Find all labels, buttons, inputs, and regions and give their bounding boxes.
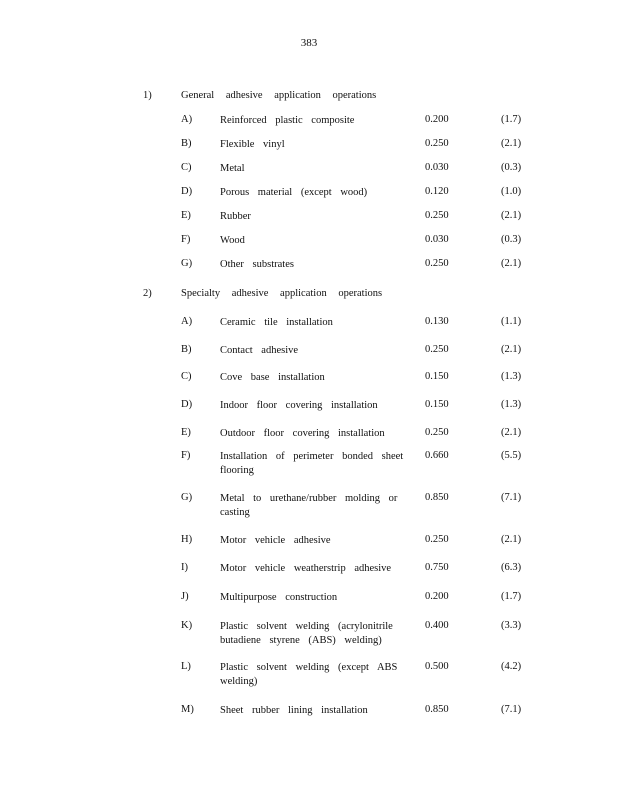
item-letter: F)	[181, 450, 191, 461]
item-paren-value: (5.5)	[501, 450, 522, 461]
item-paren-value: (7.1)	[501, 704, 522, 715]
item-name: Rubber	[220, 211, 251, 222]
item-paren-value: (2.1)	[501, 258, 522, 269]
item-name: Ceramic tile installation	[220, 317, 333, 328]
item-value: 0.850	[425, 492, 449, 503]
item-letter: G)	[181, 492, 193, 503]
item-letter: B)	[181, 344, 192, 355]
item-paren-value: (7.1)	[501, 492, 522, 503]
item-name: Multipurpose construction	[220, 592, 338, 603]
item-paren-value: (3.3)	[501, 620, 522, 631]
item-value: 0.660	[425, 450, 449, 461]
item-value: 0.120	[425, 186, 449, 197]
item-value: 0.200	[425, 114, 449, 125]
item-value: 0.030	[425, 234, 449, 245]
item-letter: I)	[181, 562, 188, 573]
section-number: 2)	[143, 288, 152, 299]
item-paren-value: (2.1)	[501, 138, 522, 149]
item-value: 0.150	[425, 399, 449, 410]
item-name: Installation of perimeter bonded sheet flooring	[220, 451, 404, 476]
item-paren-value: (4.2)	[501, 661, 522, 672]
item-letter: C)	[181, 371, 192, 382]
item-name: Motor vehicle adhesive	[220, 535, 331, 546]
item-name: Outdoor floor covering installation	[220, 428, 385, 439]
item-value: 0.250	[425, 427, 449, 438]
item-letter: A)	[181, 114, 193, 125]
item-value: 0.250	[425, 210, 449, 221]
item-value: 0.130	[425, 316, 449, 327]
item-letter: C)	[181, 162, 192, 173]
item-value: 0.200	[425, 591, 449, 602]
item-name: Cove base installation	[220, 372, 325, 383]
item-paren-value: (2.1)	[501, 427, 522, 438]
item-paren-value: (1.3)	[501, 371, 522, 382]
item-value: 0.250	[425, 258, 449, 269]
item-name: Wood	[220, 235, 245, 246]
item-paren-value: (2.1)	[501, 210, 522, 221]
item-name: Plastic solvent welding (except ABS welding)	[220, 662, 398, 687]
item-paren-value: (2.1)	[501, 534, 522, 545]
item-name: Sheet rubber lining installation	[220, 705, 368, 716]
item-letter: D)	[181, 399, 193, 410]
item-value: 0.500	[425, 661, 449, 672]
item-paren-value: (6.3)	[501, 562, 522, 573]
item-value: 0.250	[425, 138, 449, 149]
item-paren-value: (1.1)	[501, 316, 522, 327]
item-letter: E)	[181, 427, 191, 438]
item-paren-value: (0.3)	[501, 234, 522, 245]
item-letter: G)	[181, 258, 193, 269]
item-name: Porous material (except wood)	[220, 187, 368, 198]
item-letter: E)	[181, 210, 191, 221]
item-paren-value: (1.7)	[501, 114, 522, 125]
item-letter: F)	[181, 234, 191, 245]
item-paren-value: (1.3)	[501, 399, 522, 410]
item-value: 0.250	[425, 534, 449, 545]
item-name: Motor vehicle weatherstrip adhesive	[220, 563, 392, 574]
item-value: 0.030	[425, 162, 449, 173]
item-paren-value: (1.7)	[501, 591, 522, 602]
item-letter: M)	[181, 704, 194, 715]
item-paren-value: (2.1)	[501, 344, 522, 355]
section-number: 1)	[143, 90, 152, 101]
item-name: Metal to urethane/rubber molding or casting	[220, 493, 398, 518]
item-value: 0.150	[425, 371, 449, 382]
item-letter: B)	[181, 138, 192, 149]
item-letter: L)	[181, 661, 191, 672]
item-name: Flexible vinyl	[220, 139, 285, 150]
section-title: Specialty adhesive application operations	[181, 288, 383, 299]
item-name: Other substrates	[220, 259, 294, 270]
item-paren-value: (1.0)	[501, 186, 522, 197]
page-number: 383	[300, 37, 318, 49]
section-title: General adhesive application operations	[181, 90, 377, 101]
item-paren-value: (0.3)	[501, 162, 522, 173]
item-letter: K)	[181, 620, 193, 631]
item-letter: A)	[181, 316, 193, 327]
item-letter: J)	[181, 591, 189, 602]
item-name: Metal	[220, 163, 245, 174]
item-letter: D)	[181, 186, 193, 197]
item-value: 0.850	[425, 704, 449, 715]
item-name: Plastic solvent welding (acrylonitrile butadiene styrene (ABS) welding)	[220, 621, 393, 646]
item-letter: H)	[181, 534, 193, 545]
item-name: Reinforced plastic composite	[220, 115, 355, 126]
item-name: Indoor floor covering installation	[220, 400, 378, 411]
item-name: Contact adhesive	[220, 345, 299, 356]
item-value: 0.250	[425, 344, 449, 355]
item-value: 0.750	[425, 562, 449, 573]
item-value: 0.400	[425, 620, 449, 631]
